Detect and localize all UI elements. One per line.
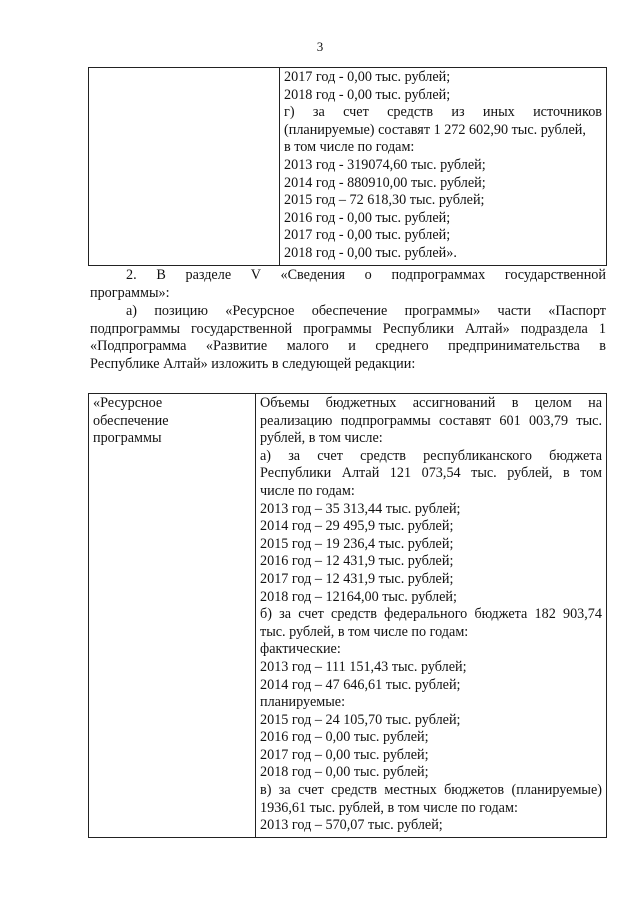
table-line: 2013 год – 570,07 тыс. рублей; bbox=[260, 817, 443, 834]
table-line: 2015 год – 24 105,70 тыс. рублей; bbox=[260, 711, 461, 728]
table-line: Объемы бюджетных ассигнований в целом на bbox=[260, 395, 602, 411]
table-line: фактические: bbox=[260, 641, 341, 658]
table-line: тыс. рублей, в том числе по годам: bbox=[260, 623, 469, 640]
table-line: 2014 год – 47 646,61 тыс. рублей; bbox=[260, 676, 461, 693]
table-line: 2013 год – 35 313,44 тыс. рублей; bbox=[260, 500, 461, 517]
table-line: 2017 год – 12 431,9 тыс. рублей; bbox=[260, 570, 454, 587]
table-line: 2015 год – 72 618,30 тыс. рублей; bbox=[284, 192, 485, 209]
table-cell-content bbox=[280, 68, 607, 266]
table-line: 2013 год – 111 151,43 тыс. рублей; bbox=[260, 658, 467, 675]
table-line: 2016 год - 0,00 тыс. рублей; bbox=[284, 209, 451, 226]
paragraph-line: Республике Алтай» изложить в следующей редакции: bbox=[90, 355, 416, 372]
table-line: 2018 год - 0,00 тыс. рублей». bbox=[284, 244, 457, 261]
table-line: реализацию подпрограммы составят 601 003,79 тыс. bbox=[260, 412, 602, 429]
table-line: 2018 год – 12164,00 тыс. рублей; bbox=[260, 588, 457, 605]
table-line: 2018 год - 0,00 тыс. рублей; bbox=[284, 86, 451, 103]
table-line: 2018 год – 0,00 тыс. рублей; bbox=[260, 764, 429, 781]
label-line: программы bbox=[93, 430, 162, 447]
section-paragraph bbox=[90, 267, 606, 302]
table-row bbox=[89, 68, 607, 266]
paragraph-line: 2. В разделе V «Сведения о подпрограммах государственной bbox=[126, 267, 606, 283]
table-line: в том числе по годам: bbox=[284, 139, 415, 156]
resource-table-continued bbox=[88, 67, 607, 266]
table-line: Республики Алтай 121 073,54 тыс. рублей, в том bbox=[260, 465, 602, 482]
table-line: г) за счет средств из иных источников bbox=[284, 104, 602, 121]
table-line: 2013 год - 319074,60 тыс. рублей; bbox=[284, 156, 486, 173]
table-line: 2017 год - 0,00 тыс. рублей; bbox=[284, 227, 451, 244]
table-line: 2016 год – 12 431,9 тыс. рублей; bbox=[260, 553, 454, 570]
table-cell-content bbox=[256, 394, 607, 838]
resource-table-new bbox=[88, 393, 607, 838]
table-line: планируемые: bbox=[260, 694, 346, 711]
table-line: 2014 год - 880910,00 тыс. рублей; bbox=[284, 174, 486, 191]
table-cell-label bbox=[89, 68, 280, 266]
label-line: обеспечение bbox=[93, 412, 169, 429]
paragraph-line: подпрограммы государственной программы Республики Алтай» подраздела 1 bbox=[90, 320, 606, 337]
amendment-paragraph bbox=[90, 303, 606, 373]
paragraph-line: программы»: bbox=[90, 284, 170, 301]
table-line: 1936,61 тыс. рублей, в том числе по годам: bbox=[260, 799, 518, 816]
table-line: 2015 год – 19 236,4 тыс. рублей; bbox=[260, 535, 454, 552]
table-line: 2016 год – 0,00 тыс. рублей; bbox=[260, 729, 429, 746]
table-row bbox=[89, 394, 607, 838]
table-line: 2017 год – 0,00 тыс. рублей; bbox=[260, 746, 429, 763]
table-line: 2017 год - 0,00 тыс. рублей; bbox=[284, 69, 451, 85]
table-line: в) за счет средств местных бюджетов (планируемые) bbox=[260, 782, 602, 799]
table-line: числе по годам: bbox=[260, 482, 355, 499]
table-line: б) за счет средств федерального бюджета 182 903,74 bbox=[260, 606, 602, 623]
table-line: (планируемые) составят 1 272 602,90 тыс. рублей, bbox=[284, 121, 586, 138]
table-line: 2014 год – 29 495,9 тыс. рублей; bbox=[260, 518, 454, 535]
table-line: рублей, в том числе: bbox=[260, 430, 383, 447]
paragraph-line: а) позицию «Ресурсное обеспечение программы» части «Паспорт bbox=[126, 303, 606, 319]
page-number: 3 bbox=[316, 39, 324, 54]
table-cell-label bbox=[89, 394, 256, 838]
paragraph-line: «Подпрограмма «Развитие малого и среднего предпринимательства в bbox=[90, 338, 606, 355]
label-line: «Ресурсное bbox=[93, 395, 163, 411]
table-line: а) за счет средств республиканского бюджета bbox=[260, 447, 602, 464]
